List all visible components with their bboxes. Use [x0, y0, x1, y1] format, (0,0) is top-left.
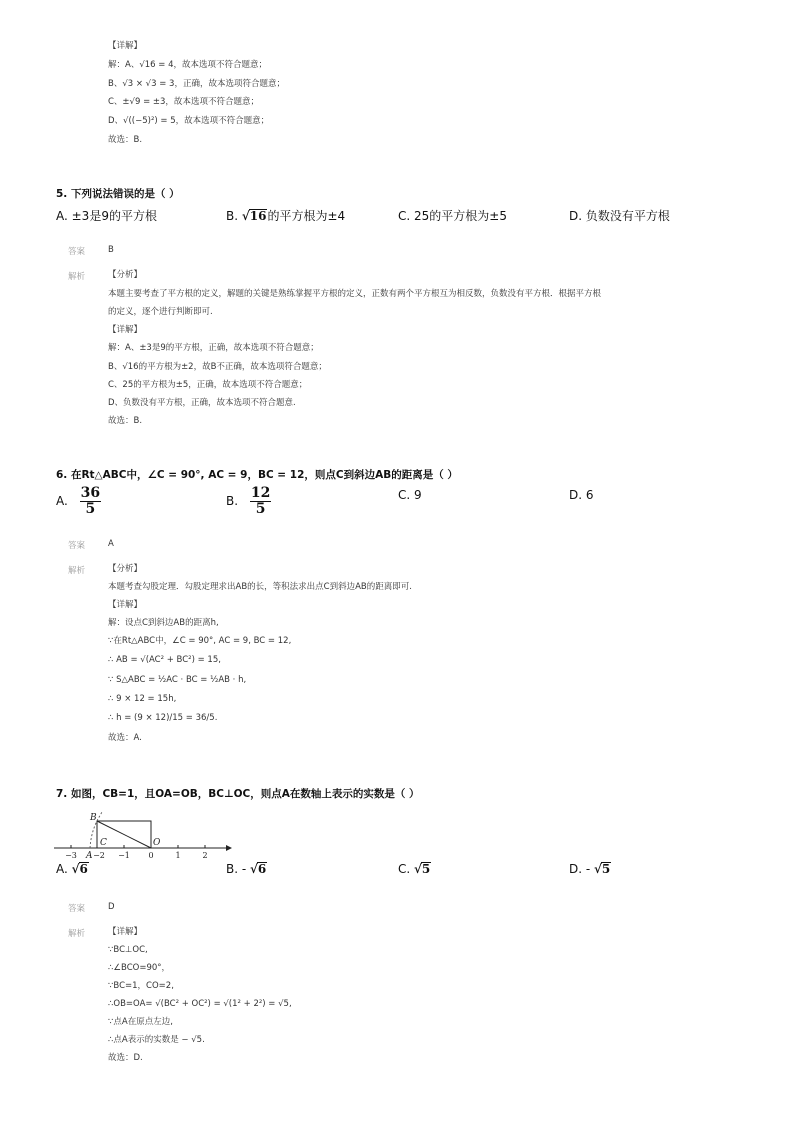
point-label-o: O: [153, 838, 161, 848]
q6-option-d: D. 6: [569, 488, 594, 502]
q7-option-d-radicand: 5: [601, 862, 611, 876]
q5-title: 5. 下列说法错误的是（ ）: [56, 188, 180, 200]
q5-detail-line: 故选：B.: [108, 416, 143, 426]
q7-option-c: [398, 862, 431, 876]
q6-detail-line: ∴ 9 × 12 = 15h,: [108, 694, 177, 704]
q7-title: 7. 如图，CB=1，且OA=OB，BC⊥OC，则点A在数轴上表示的实数是（ ）: [56, 788, 420, 800]
q7-detail-line: ∵点A在原点左边,: [108, 1017, 173, 1027]
q7-detail-line: 故选：D.: [108, 1053, 143, 1063]
q6-option-a-prefix: A.: [56, 494, 68, 509]
tick-label: 1: [175, 851, 181, 860]
sqrt-sign-icon: √: [241, 209, 250, 223]
q7-option-d: [569, 862, 611, 876]
q7-option-c-prefix: C.: [398, 862, 415, 876]
q6-detail-line: ∴ AB = √(AC² + BC²) = 15,: [108, 655, 221, 665]
tick-label: −1: [118, 851, 130, 860]
point-label-a: A: [86, 851, 93, 860]
q6-answer-tag: 答案: [68, 541, 86, 551]
q6-title: 6. 在Rt△ABC中，∠C = 90°, AC = 9，BC = 12，则点C到斜边AB的距离是（ ）: [56, 469, 458, 481]
q7-detail-line: ∴点A表示的实数是 − √5.: [108, 1035, 205, 1045]
axis-arrow-icon: [226, 845, 232, 851]
q7-option-b: [226, 862, 267, 876]
q5-analysis-line: 本题主要考查了平方根的定义，解题的关键是熟练掌握平方根的定义，正数有两个平方根互为相反数，负数没有平方根．根据平方根: [108, 289, 602, 299]
sqrt-sign-icon: √: [71, 862, 80, 876]
q7-option-b-prefix: B. -: [226, 862, 251, 876]
q6-option-b-prefix: B.: [226, 494, 239, 509]
denominator: 5: [85, 500, 96, 517]
point-label-b: B: [90, 813, 97, 823]
q5-answer-tag: 答案: [68, 247, 86, 257]
q5-analysis-header: 【分析】: [108, 270, 143, 280]
q7-analysis-tag: 解析: [68, 929, 86, 939]
q5-answer: B: [108, 245, 114, 255]
q7-detail-line: ∵BC⊥OC,: [108, 945, 148, 955]
denominator: 5: [255, 500, 266, 517]
q6-detail-line: ∵在Rt△ABC中，∠C = 90°, AC = 9, BC = 12,: [108, 636, 292, 646]
q6-detail-line: 解：设点C到斜边AB的距离h,: [108, 618, 219, 628]
q6-option-b-fraction: [250, 486, 271, 516]
q7-detail-header: 【详解】: [108, 927, 143, 937]
q7-answer-tag: 答案: [68, 904, 86, 914]
q6-detail-line: 故选：A.: [108, 733, 142, 743]
q7-option-b-radicand: 6: [257, 862, 267, 876]
q4-detail-header: 【详解】: [108, 41, 143, 51]
q6-detail-header: 【详解】: [108, 600, 143, 610]
sqrt-sign-icon: √: [594, 862, 602, 876]
q6-option-a: [56, 486, 101, 516]
numerator: 36: [80, 485, 101, 501]
q7-option-a: [56, 862, 89, 876]
q7-option-a-radicand: 6: [79, 862, 88, 876]
tick-label: 0: [148, 851, 154, 860]
numerator: 12: [250, 485, 271, 501]
sqrt-sign-icon: √: [414, 862, 422, 876]
tick-label: 2: [202, 851, 208, 860]
q5-detail-header: 【详解】: [108, 325, 143, 335]
q7-detail-line: ∴OB=OA= √(BC² + OC²) = √(1² + 2²) = √5,: [108, 999, 292, 1009]
q6-option-a-fraction: [80, 486, 101, 516]
q6-analysis-tag: 解析: [68, 566, 86, 576]
q5-detail-line: D、负数没有平方根，正确，故本选项不符合题意.: [108, 398, 296, 408]
q5-detail-line: C、25的平方根为±5，正确，故本选项不符合题意；: [108, 380, 308, 390]
q6-detail-line: ∵ S△ABC = ½AC · BC = ½AB · h,: [108, 675, 247, 685]
q5-option-c: C. 25的平方根为±5: [398, 209, 507, 223]
q5-option-b-radicand: 16: [249, 209, 267, 223]
q4-line: C、±√9 = ±3，故本选项不符合题意；: [108, 97, 259, 107]
q6-answer: A: [108, 539, 114, 549]
q6-analysis-header: 【分析】: [108, 564, 143, 574]
q5-option-b-suffix: 的平方根为±4: [267, 209, 346, 223]
q5-option-d: D. 负数没有平方根: [569, 209, 670, 223]
point-label-c: C: [100, 838, 107, 848]
q4-line: D、√((−5)²) = 5，故本选项不符合题意；: [108, 116, 270, 126]
q4-line: B、√3 × √3 = 3，正确，故本选项符合题意；: [108, 79, 285, 89]
q5-detail-line: 解：A、±3是9的平方根，正确，故本选项不符合题意；: [108, 343, 319, 353]
q6-detail-line: ∴ h = (9 × 12)/15 = 36/5.: [108, 713, 218, 723]
q4-line: 故选：B.: [108, 135, 143, 145]
q5-analysis-tag: 解析: [68, 272, 86, 282]
q5-analysis-line: 的定义，逐个进行判断即可.: [108, 307, 213, 317]
q7-option-d-prefix: D. -: [569, 862, 595, 876]
q5-detail-line: B、√16的平方根为±2，故B不正确，故本选项符合题意；: [108, 362, 327, 372]
q7-option-a-prefix: A.: [56, 862, 72, 876]
q6-option-c: C. 9: [398, 488, 422, 502]
q5-option-b: [226, 207, 345, 224]
q7-detail-line: ∵BC=1，CO=2,: [108, 981, 174, 991]
q4-line: 解：A、√16 = 4，故本选项不符合题意；: [108, 60, 267, 70]
number-line-figure: [50, 808, 235, 860]
q6-analysis-line: 本题考查勾股定理．勾股定理求出AB的长，等积法求出点C到斜边AB的距离即可.: [108, 582, 412, 592]
tick-label: −3: [65, 851, 77, 860]
q7-answer: D: [108, 902, 115, 912]
q7-detail-line: ∴∠BCO=90°，: [108, 963, 171, 973]
tick-label: −2: [93, 851, 105, 860]
q7-option-c-radicand: 5: [421, 862, 431, 876]
q5-option-b-prefix: B.: [226, 209, 242, 223]
q5-option-a: A. ±3是9的平方根: [56, 209, 157, 223]
sqrt-sign-icon: √: [250, 862, 258, 876]
q6-option-b: [226, 486, 271, 516]
